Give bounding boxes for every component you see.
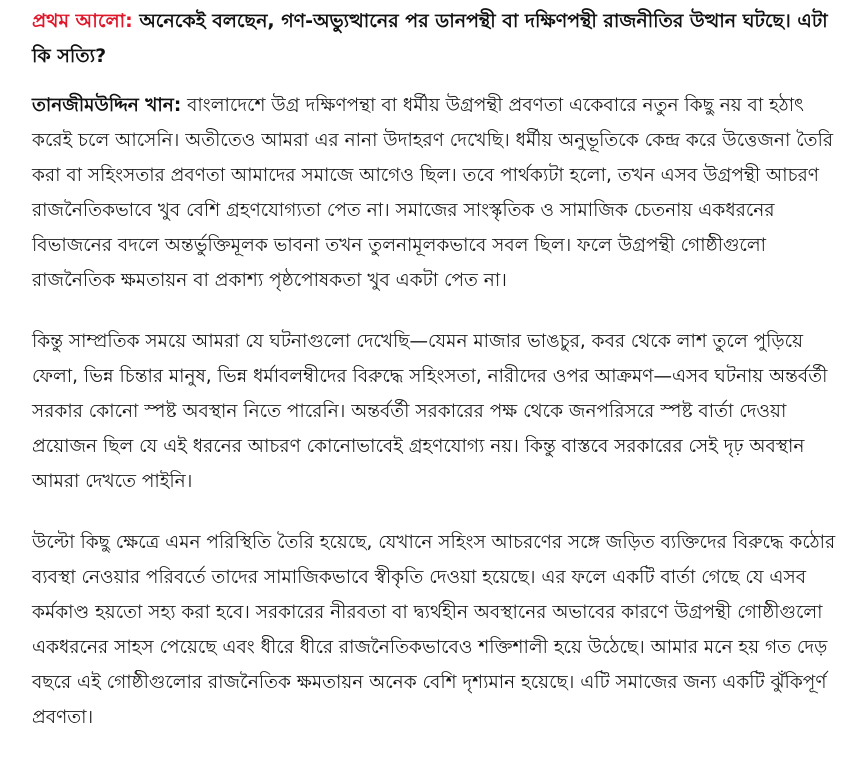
answer-paragraph-1-text: বাংলাদেশে উগ্র দক্ষিণপন্থা বা ধর্মীয় উগ্রপন্থী প্রবণতা একেবারে নতুন কিছু নয় বা হঠাৎ করেই চলে আসেনি। অতীতেও আমরা এর নানা উদাহরণ দেখেছি। ধর্মীয় অনুভূতিকে কেন্দ্র করে উত্তেজনা তৈরি করা বা সহিংসতার প্রবণতা আমাদের সমাজে আগেও ছিল। তবে পার্থক্যটা হলো, তখন এসব উগ্রপন্থী আচরণ রাজনৈতিকভাবে খুব বেশি গ্রহণযোগ্যতা পেত না। সমাজের সাংস্কৃতিক ও সামাজিক চেতনায় একধরনের বিভাজনের বদলে অন্তর্ভুক্তিমূলক ভাবনা তখন তুলনামূলকভাবে সবল ছিল। ফলে উগ্রপন্থী গোষ্ঠীগুলো রাজনৈতিক ক্ষমতায়ন বা প্রকাশ্য পৃষ্ঠপোষকতা খুব একটা পেত না। (32, 95, 834, 291)
answer-paragraph-1 (32, 88, 847, 298)
answer-paragraph-2: কিন্তু সাম্প্রতিক সময়ে আমরা যে ঘটনাগুলো দেখেছি—যেমন মাজার ভাঙচুর, কবর থেকে লাশ তুলে পুড়িয়ে ফেলা, ভিন্ন চিন্তার মানুষ, ভিন্ন ধর্মাবলম্বীদের বিরুদ্ধে সহিংসতা, নারীদের ওপর আক্রমণ—এসব ঘটনায় অন্তর্বর্তী সরকার কোনো স্পষ্ট অবস্থান নিতে পারেনি। অন্তর্বর্তী সরকারের পক্ষ থেকে জনপরিসরে স্পষ্ট বার্তা দেওয়া প্রয়োজন ছিল যে এই ধরনের আচরণ কোনোভাবেই গ্রহণযোগ্য নয়। কিন্তু বাস্তবে সরকারের সেই দৃঢ় অবস্থান আমরা দেখতে পাইনি। (32, 331, 828, 492)
question-speaker: প্রথম আলো: (32, 10, 133, 32)
answer-paragraph-3: উল্টো কিছু ক্ষেত্রে এমন পরিস্থিতি তৈরি হয়েছে, যেখানে সহিংস আচরণের সঙ্গে জড়িত ব্যক্তিদের বিরুদ্ধে কঠোর ব্যবস্থা নেওয়ার পরিবর্তে তাদের সামাজিকভাবে স্বীকৃতি দেওয়া হয়েছে। এর ফলে একটি বার্তা গেছে যে এসব কর্মকাণ্ড হয়তো সহ্য করা হবে। সরকারের নীরবতা বা দ্ব্যর্থহীন অবস্থানের অভাবের কারণে উগ্রপন্থী গোষ্ঠীগুলো একধরনের সাহস পেয়েছে এবং ধীরে ধীরে রাজনৈতিকভাবেও শক্তিশালী হয়ে উঠেছে। আমার মনে হয় গত দেড় বছরে এই গোষ্ঠীগুলোর রাজনৈতিক ক্ষমতায়ন অনেক বেশি দৃশ্যমান হয়েছে। এটি সমাজের জন্য একটি ঝুঁকিপূর্ণ প্রবণতা। (32, 532, 836, 728)
answer-speaker: তানজীমউদ্দিন খান: (32, 95, 182, 116)
question-text: অনেকেই বলছেন, গণ-অভ্যুত্থানের পর ডানপন্থী বা দক্ষিণপন্থী রাজনীতির উত্থান ঘটছে। এটা কি সত্যি? (32, 10, 828, 67)
interview-question (32, 0, 847, 74)
